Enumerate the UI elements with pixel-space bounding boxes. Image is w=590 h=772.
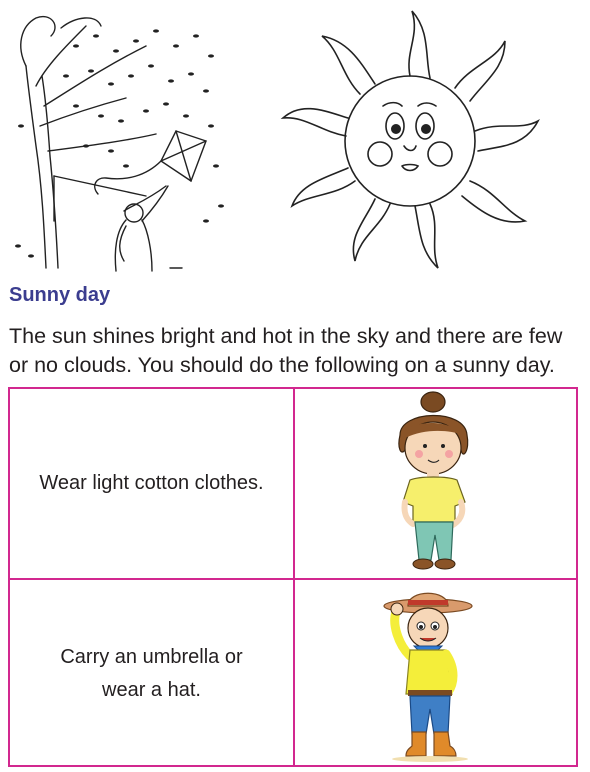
tip-cell-clothes	[10, 389, 293, 578]
girl-light-clothes-illustration	[375, 390, 485, 576]
boy-with-hat-illustration	[370, 584, 480, 762]
intro-paragraph: The sun shines bright and hot in the sky and there are few or no clouds. You should do the following on a sunny day.	[9, 324, 563, 377]
section-heading: Sunny day	[9, 284, 111, 306]
table-column-divider	[293, 389, 295, 765]
windy-tree-kite-illustration	[6, 6, 236, 272]
smiling-sun-illustration	[280, 6, 540, 272]
tip-cell-umbrella	[10, 580, 293, 767]
tips-table	[8, 387, 578, 767]
tip-text: Wear light cotton clothes.	[39, 472, 264, 494]
tip-text: Carry an umbrella or wear a hat.	[60, 645, 243, 701]
